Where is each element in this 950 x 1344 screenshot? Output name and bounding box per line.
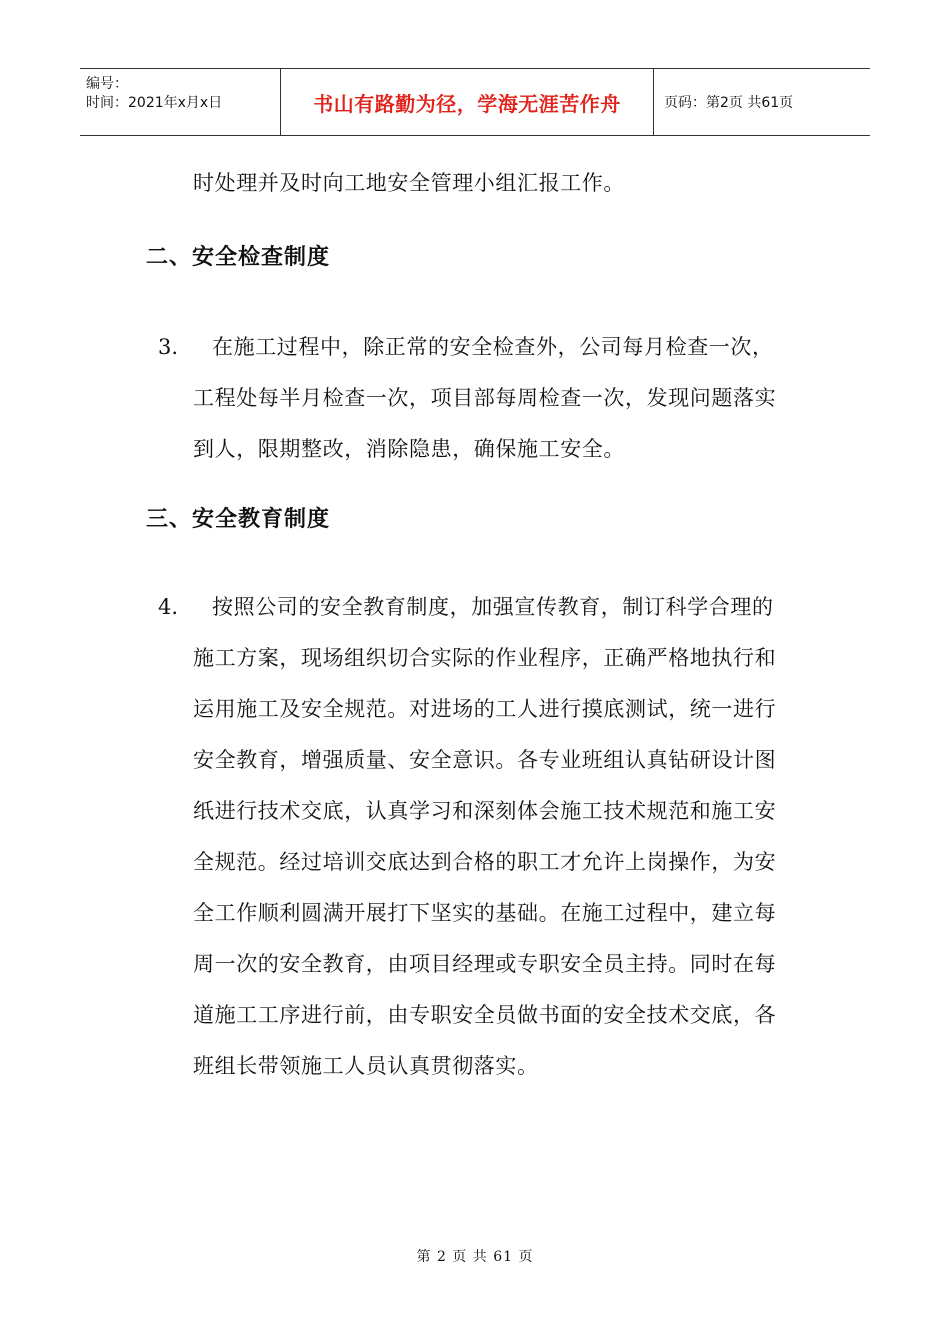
- paragraph-line: 全规范。经过培训交底达到合格的职工才允许上岗操作，为安: [193, 850, 777, 874]
- paragraph-line: 周一次的安全教育，由项目经理或专职安全员主持。同时在每: [193, 952, 777, 976]
- continuation-line: 时处理并及时向工地安全管理小组汇报工作。: [193, 171, 625, 195]
- header-motto: 书山有路勤为径，学海无涯苦作舟: [281, 69, 654, 135]
- paragraph-line: 安全教育，增强质量、安全意识。各专业班组认真钻研设计图: [193, 748, 777, 772]
- section-heading-safety-inspection: 二、安全检查制度: [146, 245, 331, 270]
- item-number-4: 4.: [158, 595, 179, 619]
- section2-paragraph: [193, 322, 813, 475]
- document-header: [80, 68, 870, 136]
- page-footer: 第 2 页 共 61 页: [416, 1249, 534, 1265]
- section3-paragraph: [193, 582, 813, 1092]
- paragraph-line: 在施工过程中，除正常的安全检查外，公司每月检查一次，: [212, 335, 774, 359]
- header-time-label: 时间：2021年x月x日: [86, 95, 223, 111]
- paragraph-line: 班组长带领施工人员认真贯彻落实。: [193, 1054, 539, 1078]
- paragraph-line: 施工方案，现场组织切合实际的作业程序，正确严格地执行和: [193, 646, 777, 670]
- item-number-3: 3.: [158, 335, 179, 359]
- paragraph-line: 道施工工序进行前，由专职安全员做书面的安全技术交底，各: [193, 1003, 777, 1027]
- paragraph-line: 到人，限期整改，消除隐患，确保施工安全。: [193, 437, 625, 461]
- header-number-label: 编号：: [86, 76, 128, 92]
- paragraph-line: 工程处每半月检查一次，项目部每周检查一次，发现问题落实: [193, 386, 777, 410]
- header-meta-cell: [80, 69, 281, 135]
- paragraph-line: 运用施工及安全规范。对进场的工人进行摸底测试，统一进行: [193, 697, 777, 721]
- paragraph-line: 全工作顺利圆满开展打下坚实的基础。在施工过程中，建立每: [193, 901, 777, 925]
- section-heading-safety-education: 三、安全教育制度: [146, 507, 331, 532]
- header-page-info: 页码：第2页 共61页: [664, 95, 794, 111]
- paragraph-line: 纸进行技术交底，认真学习和深刻体会施工技术规范和施工安: [193, 799, 777, 823]
- paragraph-line: 按照公司的安全教育制度，加强宣传教育，制订科学合理的: [212, 595, 774, 619]
